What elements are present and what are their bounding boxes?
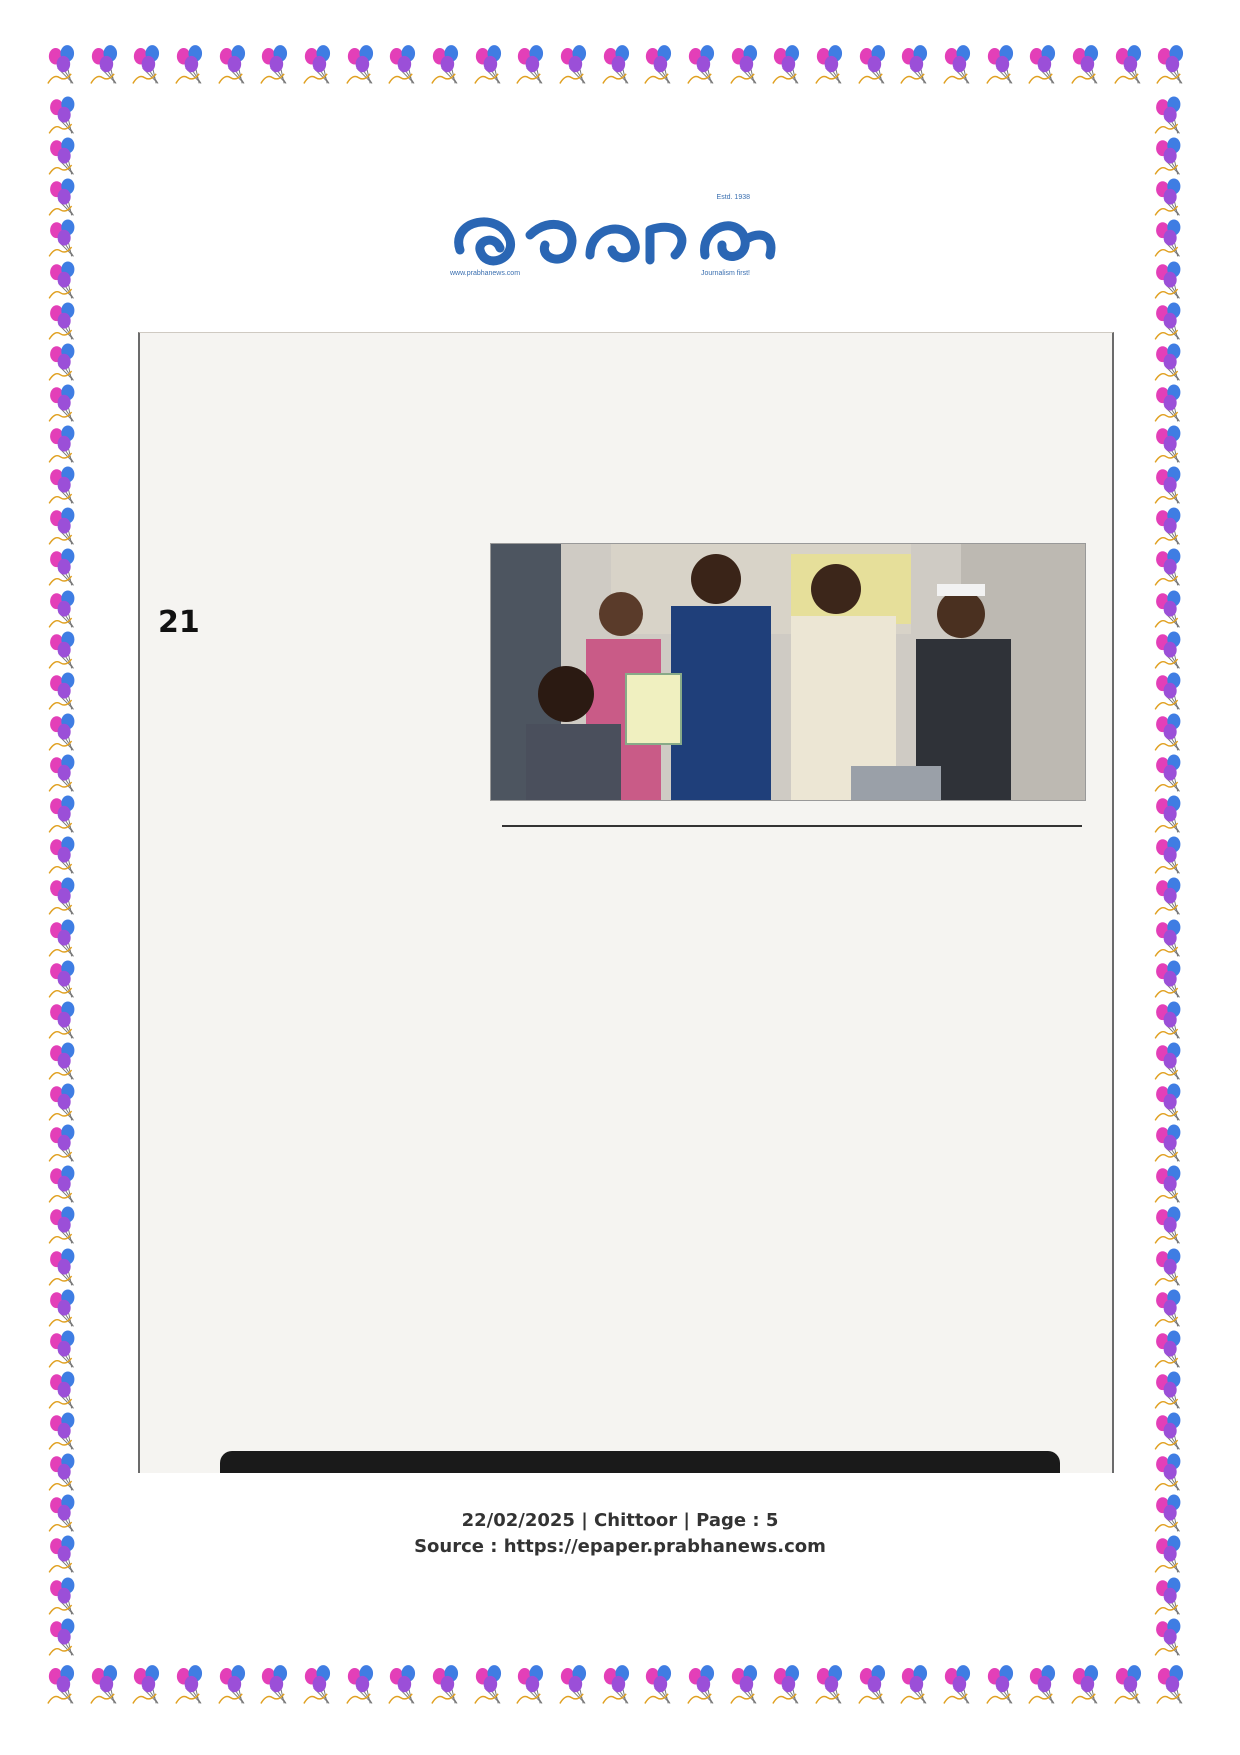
balloon-icon [983,44,1026,88]
balloon-icon [44,590,88,631]
balloon-icon [599,44,642,88]
balloon-icon [1150,1042,1194,1083]
balloon-icon [385,1664,428,1708]
balloon-icon [44,1412,88,1453]
balloon-icon [1111,1664,1154,1708]
balloon-icon [44,96,88,137]
balloon-icon [215,1664,258,1708]
balloon-icon [1150,1618,1194,1659]
balloon-icon [1150,1124,1194,1165]
balloon-icon [44,44,87,88]
balloon-icon [471,44,514,88]
footer-publication-info: 22/02/2025 | Chittoor | Page : 5 [461,1510,779,1531]
balloon-icon [1150,1412,1194,1453]
balloon-icon [44,425,88,466]
balloon-icon [1150,261,1194,302]
balloon-icon [1150,713,1194,754]
logo-established: Estd. 1938 [716,194,750,201]
balloon-icon [1150,590,1194,631]
balloon-icon [1068,44,1111,88]
balloon-icon [44,1664,87,1708]
balloon-icon [44,261,88,302]
balloon-icon [769,1664,812,1708]
logo-mark [440,200,800,280]
balloon-icon [44,137,88,178]
balloon-icon [855,1664,898,1708]
balloon-icon [727,44,770,88]
balloon-icon [87,44,130,88]
balloon-icon [812,1664,855,1708]
balloon-icon [44,1206,88,1247]
balloon-icon [684,44,727,88]
balloon-icon [1150,919,1194,960]
balloon-icon [44,1083,88,1124]
balloon-icon [343,44,386,88]
balloon-icon [1150,466,1194,507]
balloon-icon [44,1330,88,1371]
balloon-icon [44,795,88,836]
balloon-icon [1150,795,1194,836]
balloon-icon [897,44,940,88]
balloon-icon [1150,96,1194,137]
balloon-icon [300,1664,343,1708]
balloon-icon [44,1371,88,1412]
balloon-icon [727,1664,770,1708]
balloon-icon [641,1664,684,1708]
balloon-icon [1150,219,1194,260]
balloon-icon [556,44,599,88]
balloon-icon [44,178,88,219]
balloon-icon [1150,1083,1194,1124]
balloon-icon [1150,960,1194,1001]
balloon-icon [940,44,983,88]
balloon-icon [385,44,428,88]
dateline-number: 21 [158,605,200,640]
balloon-icon [599,1664,642,1708]
footer-source: Source : https://epaper.prabhanews.com [414,1536,826,1557]
balloon-icon [44,672,88,713]
balloon-icon [1150,1248,1194,1289]
balloon-icon [44,960,88,1001]
balloon-icon [44,219,88,260]
balloon-icon [1150,507,1194,548]
balloon-icon [1150,302,1194,343]
balloon-icon [812,44,855,88]
balloon-icon [1150,548,1194,589]
balloon-icon [1150,1206,1194,1247]
balloon-icon [44,877,88,918]
balloon-icon [1150,178,1194,219]
balloon-icon [172,44,215,88]
balloon-icon [1150,672,1194,713]
balloon-icon [1150,1165,1194,1206]
balloon-icon [428,44,471,88]
caption-underline [502,825,1082,827]
balloon-icon [44,1248,88,1289]
balloon-icon [1111,44,1154,88]
balloon-icon [1150,1453,1194,1494]
balloon-icon [1150,1001,1194,1042]
balloon-icon [343,1664,386,1708]
balloon-icon [44,1618,88,1659]
balloon-icon [44,384,88,425]
balloon-icon [1025,44,1068,88]
balloon-icon [1150,754,1194,795]
balloon-icon [513,1664,556,1708]
award-ceremony-photo [491,544,1085,800]
balloon-icon [44,631,88,672]
balloon-icon [44,1165,88,1206]
balloon-icon [300,44,343,88]
logo-website: www.prabhanews.com [450,270,521,277]
next-article-headline-cut [220,1451,1060,1473]
balloon-icon [1150,1577,1194,1618]
balloon-icon [129,1664,172,1708]
balloon-icon [1153,1664,1196,1708]
balloon-border-left [44,96,90,1659]
balloon-icon [1150,384,1194,425]
balloon-icon [1068,1664,1111,1708]
newspaper-logo [440,194,800,280]
balloon-icon [1150,877,1194,918]
balloon-icon [172,1664,215,1708]
balloon-icon [1150,137,1194,178]
balloon-icon [215,44,258,88]
balloon-icon [44,466,88,507]
balloon-border-top [44,44,1196,90]
balloon-icon [257,1664,300,1708]
news-clipping [138,332,1114,1473]
balloon-icon [1150,1289,1194,1330]
balloon-icon [129,44,172,88]
balloon-icon [1150,1330,1194,1371]
balloon-icon [257,44,300,88]
balloon-icon [44,1042,88,1083]
balloon-icon [1025,1664,1068,1708]
balloon-icon [44,343,88,384]
balloon-icon [1150,836,1194,877]
balloon-icon [1150,1371,1194,1412]
balloon-icon [940,1664,983,1708]
balloon-icon [1150,425,1194,466]
balloon-icon [87,1664,130,1708]
balloon-icon [855,44,898,88]
balloon-icon [983,1664,1026,1708]
balloon-icon [44,507,88,548]
balloon-icon [1150,631,1194,672]
balloon-icon [44,1289,88,1330]
balloon-icon [44,713,88,754]
balloon-icon [44,1453,88,1494]
balloon-icon [1153,44,1196,88]
balloon-icon [1150,343,1194,384]
balloon-icon [471,1664,514,1708]
balloon-icon [897,1664,940,1708]
balloon-icon [44,919,88,960]
balloon-icon [428,1664,471,1708]
balloon-icon [513,44,556,88]
balloon-icon [556,1664,599,1708]
logo-tagline: Journalism first! [700,270,750,277]
news-photo [490,543,1086,801]
balloon-icon [44,754,88,795]
balloon-icon [44,836,88,877]
balloon-icon [44,1124,88,1165]
balloon-icon [44,548,88,589]
balloon-icon [44,1577,88,1618]
balloon-icon [769,44,812,88]
balloon-border-bottom [44,1664,1196,1710]
balloon-icon [44,302,88,343]
balloon-icon [44,1001,88,1042]
balloon-border-right [1150,96,1196,1659]
balloon-icon [641,44,684,88]
balloon-icon [684,1664,727,1708]
